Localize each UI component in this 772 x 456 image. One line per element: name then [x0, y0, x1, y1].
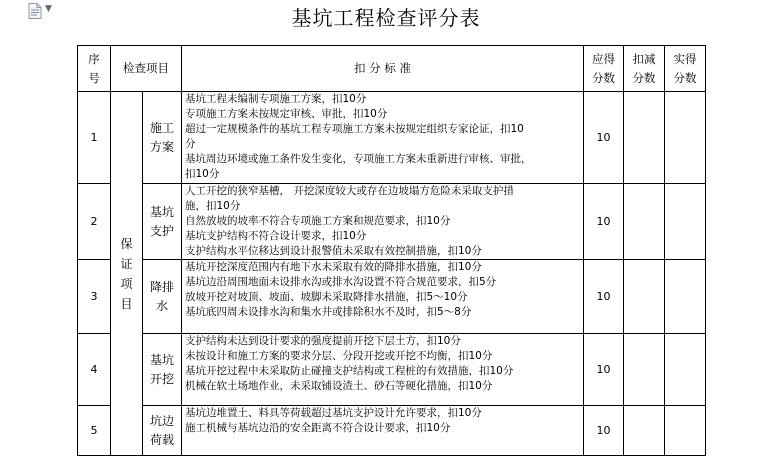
deduction-standard	[182, 184, 584, 260]
score-table	[77, 45, 706, 456]
deduction-standard	[182, 406, 584, 456]
row-number: 5	[78, 406, 111, 456]
standard-line: 施工机械与基坑边沿的安全距离不符合设计要求，扣10分	[185, 422, 451, 434]
actual-score-cell[interactable]	[665, 92, 706, 184]
standard-line: 基坑周边环境或施工条件发生变化，专项施工方案未重新进行审核、审批，	[185, 153, 532, 165]
check-item-text: 开挖	[149, 371, 174, 386]
check-item-text: 支护	[149, 223, 174, 238]
check-item	[143, 92, 182, 184]
header-item: 检查项目	[111, 46, 182, 92]
due-score: 10	[584, 334, 624, 406]
check-item-text: 施工	[149, 120, 174, 135]
check-item	[143, 184, 182, 260]
header-row	[78, 46, 706, 92]
category-char: 证	[120, 256, 133, 271]
deduction-standard	[182, 260, 584, 334]
standard-line: 施，扣10分	[185, 200, 241, 212]
actual-score-cell[interactable]	[665, 184, 706, 260]
standard-line: 基坑底四周未设排水沟和集水井或排除积水不及时，扣5～8分	[185, 306, 472, 318]
check-item-text: 方案	[149, 139, 174, 154]
standard-line: 基坑开挖深度范围内有地下水未采取有效的降排水措施，扣10分	[185, 261, 482, 273]
due-score: 10	[584, 184, 624, 260]
row-number: 2	[78, 184, 111, 260]
due-score: 10	[584, 92, 624, 184]
standard-line: 机械在软土场地作业，未采取铺设渣土、砂石等硬化措施，扣10分	[185, 380, 493, 392]
category-char: 目	[120, 296, 133, 311]
table-row	[78, 406, 706, 456]
row-number: 3	[78, 260, 111, 334]
table-row	[78, 334, 706, 406]
deduct-score-cell[interactable]	[624, 184, 665, 260]
check-item-text: 降排	[149, 279, 174, 294]
row-number: 1	[78, 92, 111, 184]
standard-line: 基坑工程未编制专项施工方案，扣10分	[185, 93, 367, 105]
header-deduct-score: 扣减 分数	[624, 46, 665, 92]
standard-line: 支护结构水平位移达到设计报警值未采取有效控制措施，扣10分	[185, 245, 482, 257]
chevron-down-icon[interactable]: ▼	[45, 4, 52, 14]
standard-line: 自然放坡的坡率不符合专项施工方案和规范要求，扣10分	[185, 215, 451, 227]
actual-score-cell[interactable]	[665, 260, 706, 334]
header-seq: 序 号	[78, 46, 111, 92]
standard-line: 基坑边堆置土、料具等荷载超过基坑支护设计允许要求，扣10分	[185, 407, 482, 419]
actual-score-cell[interactable]	[665, 406, 706, 456]
deduct-score-cell[interactable]	[624, 260, 665, 334]
actual-score-cell[interactable]	[665, 334, 706, 406]
check-item-text: 基坑	[149, 204, 174, 219]
header-actual-score: 实得 分数	[665, 46, 706, 92]
check-item-text: 基坑	[149, 352, 174, 367]
check-item	[143, 334, 182, 406]
category-char: 项	[120, 276, 133, 291]
standard-line: 专项施工方案未按规定审核、审批，扣10分	[185, 108, 388, 120]
header-standard: 扣 分 标 准	[182, 46, 584, 92]
check-item-text: 荷载	[149, 432, 174, 447]
standard-line: 基坑开挖过程中未采取防止碰撞支护结构或工程桩的有效措施，扣10分	[185, 365, 514, 377]
standard-line: 人工开挖的狭窄基槽， 开挖深度较大或存在边坡塌方危险未采取支护措	[185, 185, 514, 197]
deduction-standard	[182, 92, 584, 184]
standard-line: 支护结构未达到设计要求的强度提前开挖下层土方，扣10分	[185, 335, 461, 347]
check-item	[143, 406, 182, 456]
check-item	[143, 260, 182, 334]
deduction-standard	[182, 334, 584, 406]
category-char: 保	[120, 236, 133, 251]
standard-line: 基坑边沿周围地面未设排水沟或排水沟设置不符合规范要求，扣5分	[185, 276, 497, 288]
category-cell	[111, 92, 143, 456]
table-row	[78, 92, 706, 184]
check-item-text: 坑边	[149, 413, 174, 428]
due-score: 10	[584, 260, 624, 334]
deduct-score-cell[interactable]	[624, 406, 665, 456]
row-number: 4	[78, 334, 111, 406]
due-score: 10	[584, 406, 624, 456]
standard-line: 分	[185, 138, 196, 150]
page-title: 基坑工程检查评分表	[291, 6, 481, 30]
standard-line: 基坑支护结构不符合设计要求，扣10分	[185, 230, 367, 242]
standard-line: 扣10分	[185, 168, 220, 180]
standard-line: 放坡开挖对坡顶、坡面、坡脚未采取降排水措施，扣5～10分	[185, 291, 468, 303]
table-row	[78, 184, 706, 260]
standard-line: 未按设计和施工方案的要求分层、分段开挖或开挖不均衡，扣10分	[185, 350, 493, 362]
deduct-score-cell[interactable]	[624, 92, 665, 184]
standard-line: 超过一定规模条件的基坑工程专项施工方案未按规定组织专家论证，扣10	[185, 123, 524, 135]
check-item-text: 水	[155, 298, 168, 313]
table-row	[78, 260, 706, 334]
deduct-score-cell[interactable]	[624, 334, 665, 406]
header-due-score: 应得 分数	[584, 46, 624, 92]
